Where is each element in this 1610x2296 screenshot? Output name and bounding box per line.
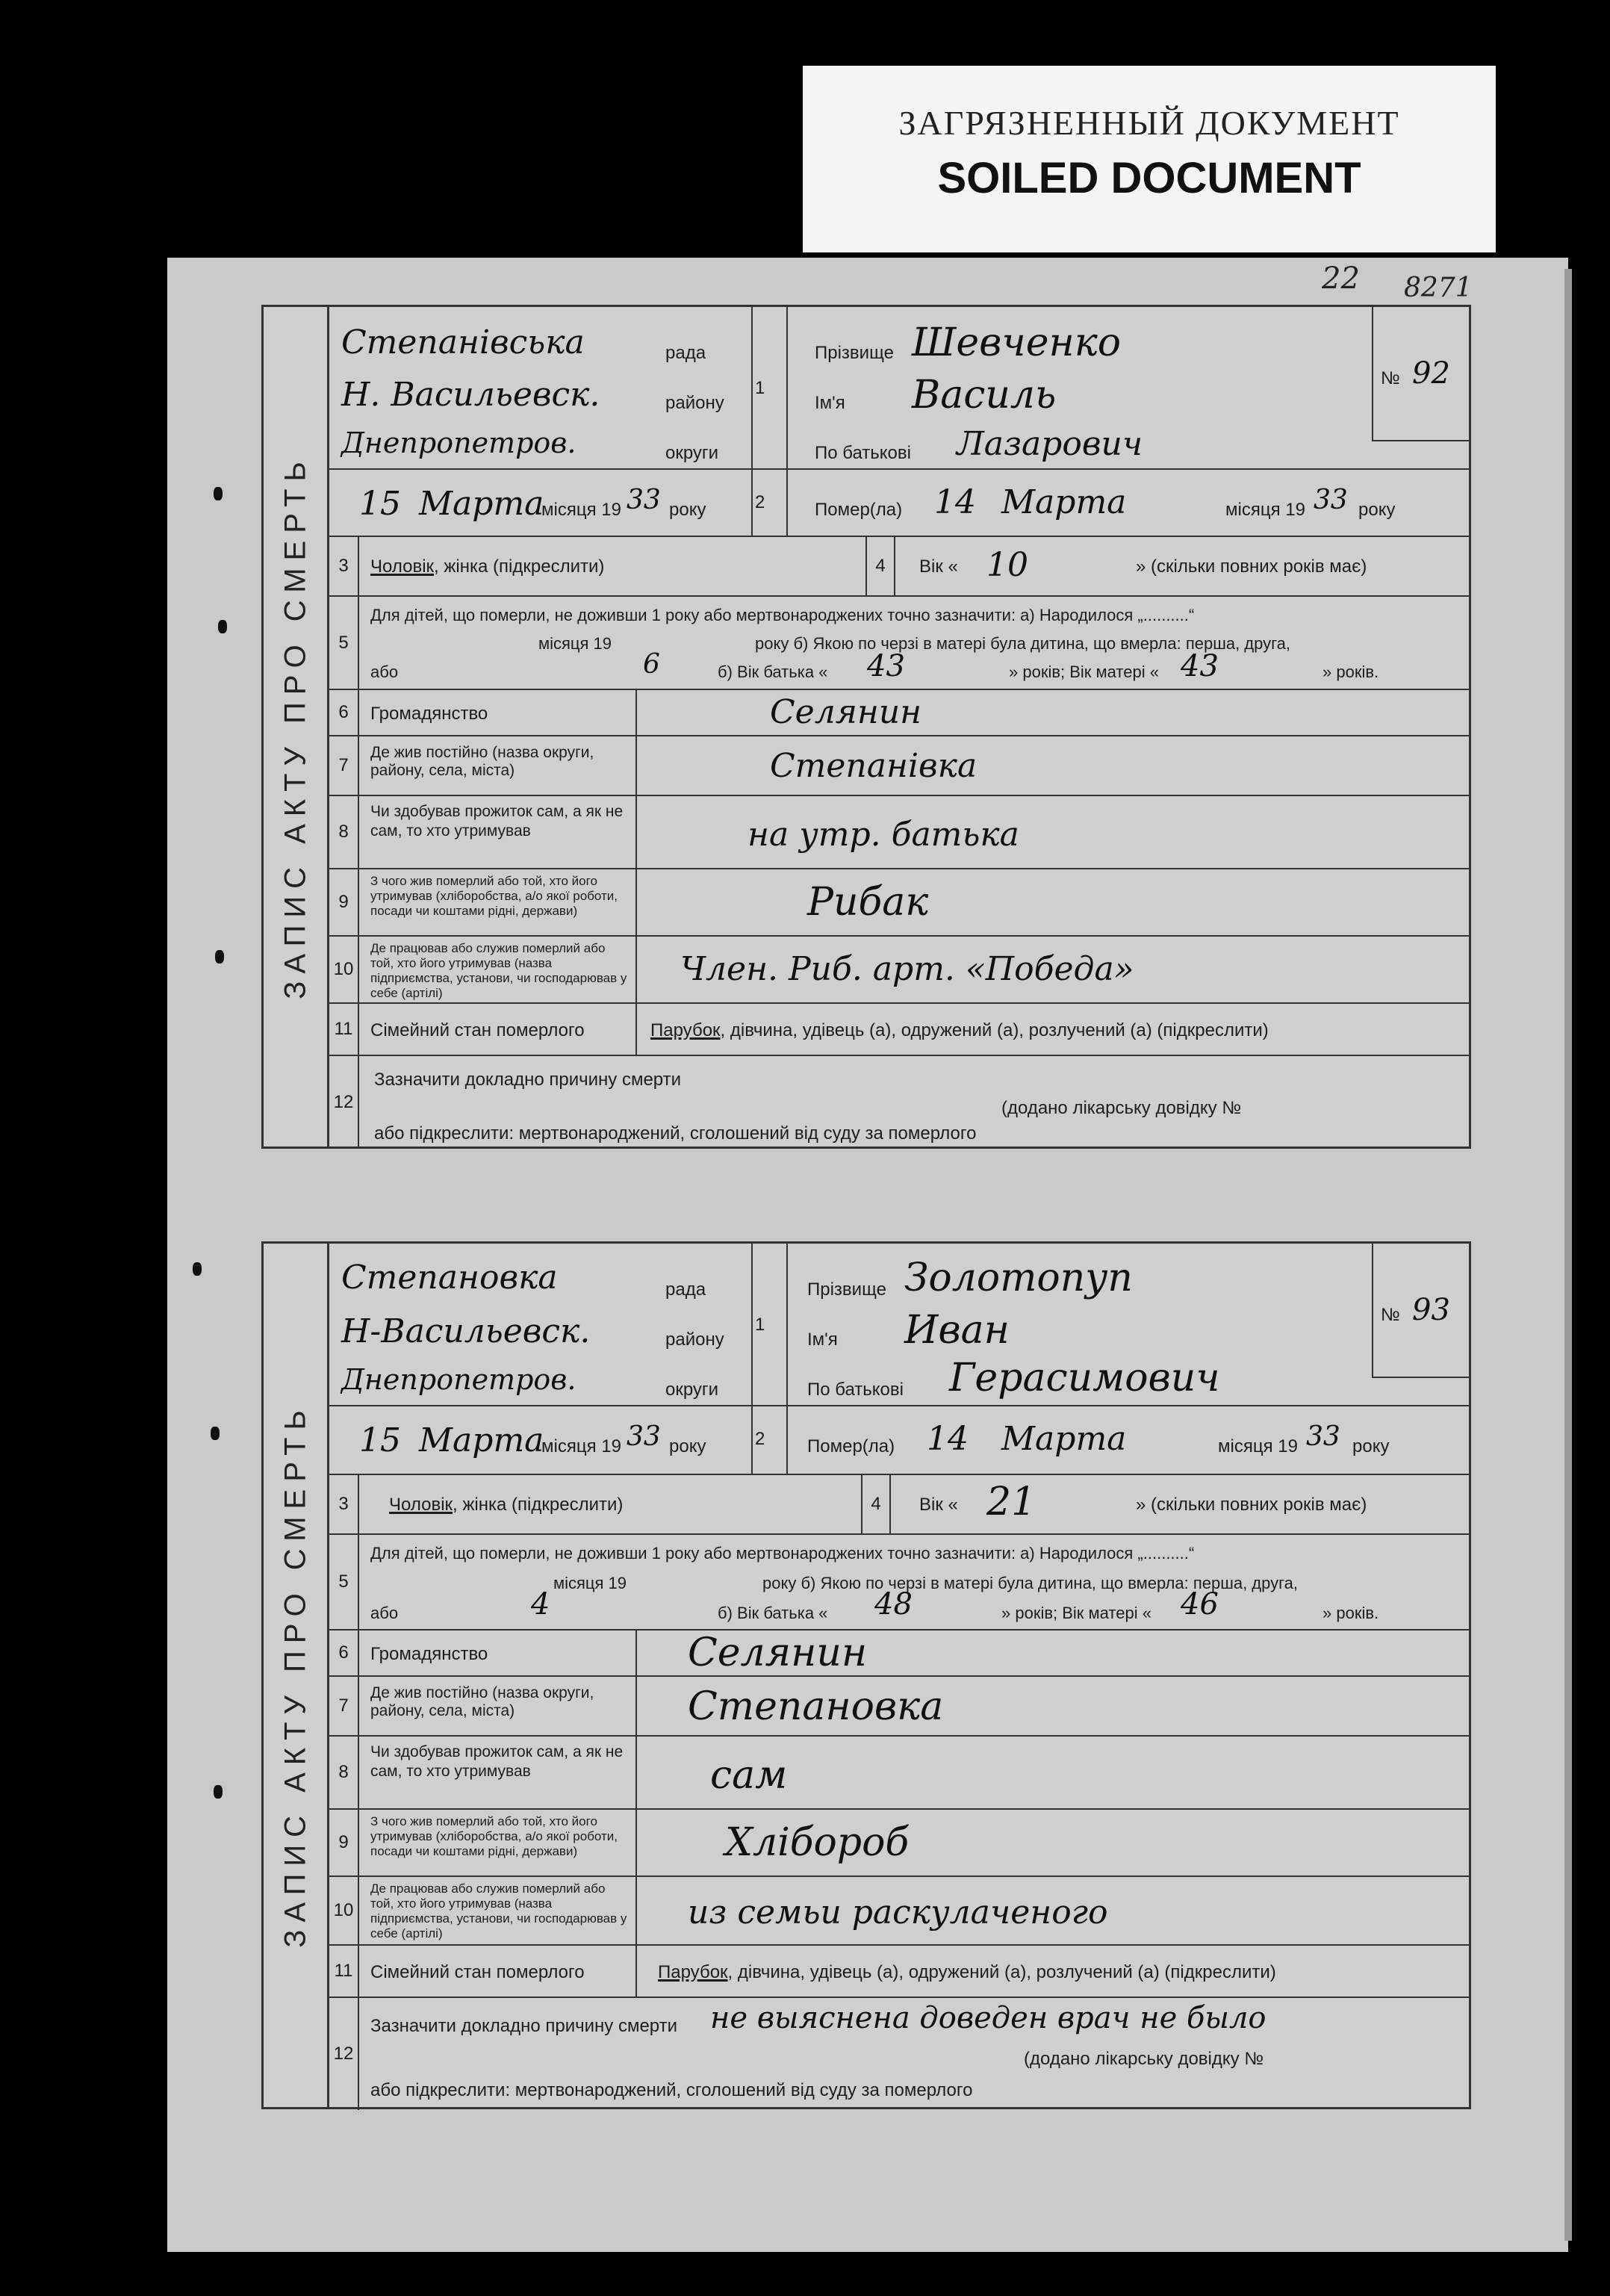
binding-hole	[214, 487, 223, 500]
occupation-row: 9 З чого жив померлий або той, хто його утримував (хліборобства, а/о якої роботи, посади чи коштами рідні, держави) Рибак	[329, 869, 1469, 937]
binding-hole	[211, 1427, 220, 1440]
support-value: сам	[710, 1753, 788, 1798]
side-title: ЗАПИС АКТУ ПРО СМЕРТЬ	[264, 307, 329, 1147]
surname-value: Шевченко	[912, 320, 1122, 365]
name-value: Василь	[912, 373, 1057, 418]
patronymic-label: По батькові	[815, 443, 911, 463]
residence-row: 7 Де жив постійно (назва округи, району, села, міста) Степановка	[329, 1677, 1469, 1737]
death-record-1	[261, 305, 1471, 1149]
support-value: на утр. батька	[748, 816, 1019, 854]
reg-day: 15	[359, 485, 401, 523]
infant-row: 5 Для дітей, що померли, не доживши 1 року або мертвонароджених точно зазначити: а) Народилося „..........“ місяця 19 року б) Якою по черзі в матері була дитина, що вмерла: перша, друга, або 4 б) Вік батька « 48 » років; Вік матері « 46 » років.	[329, 1535, 1469, 1631]
name-value: Иван	[904, 1308, 1010, 1353]
surname-value: Золотопуп	[904, 1256, 1133, 1300]
death-year: 33	[1306, 1421, 1340, 1452]
birth-order: 4	[531, 1587, 550, 1622]
death-day: 14	[927, 1420, 969, 1458]
sheet-edge	[1564, 269, 1572, 2241]
marital-row: 11 Сімейний стан померлого Парубок, дівчина, удівець (а), одружений (а), розлучений (а) (підкреслити)	[329, 1004, 1469, 1056]
cause-value: не выяснена доведен врач не было	[710, 2001, 1266, 2035]
record-number: 93	[1412, 1293, 1450, 1327]
father-age: 48	[874, 1587, 913, 1622]
patronymic-value: Лазарович	[957, 425, 1143, 463]
label-english: SOILED DOCUMENT	[937, 154, 1361, 202]
workplace-value: из семьи раскулаченого	[688, 1893, 1108, 1932]
reg-month: Марта	[419, 1421, 544, 1459]
cause-row: 12 Зазначити докладно причину смерти (додано лікарську довідку № або підкреслити: мертвонароджений, сголошений від суду за померлого	[329, 1056, 1469, 1149]
cause-row: 12 Зазначити докладно причину смерти не выяснена доведен врач не было (додано лікарську довідку № або підкреслити: мертвонароджений, сголошений від суду за померлого	[329, 1998, 1469, 2110]
workplace-row: 10 Де працював або служив померлий або той, хто його утримував (назва підприємства, установи, чи господарював у себе (артілі) Член. Риб. арт. «Победа»	[329, 937, 1469, 1004]
workplace-row: 10 Де працював або служив померлий або той, хто його утримував (назва підприємства, установи, чи господарював у себе (артілі) из семьи раскулаченого	[329, 1877, 1469, 1946]
record-number-box: № 93	[1372, 1244, 1469, 1378]
okruga-value: Днепропетров.	[341, 426, 576, 459]
death-year: 33	[1314, 485, 1348, 515]
reg-day: 15	[359, 1421, 401, 1459]
residence-value: Степановка	[688, 1684, 944, 1729]
folio-stamp: 8271	[1404, 273, 1473, 303]
raion-value: Н. Васильевск.	[341, 376, 600, 414]
reg-month: Марта	[419, 485, 544, 523]
patronymic-value: Герасимович	[949, 1356, 1220, 1400]
header-section: 1 Степанівська рада Н. Васильевск. району Днепропетров. округи Прізвище Шевченко Ім'я Василь По батькові Лазарович № 92	[329, 307, 1469, 470]
support-row: 8 Чи здобував прожиток сам, а як не сам, то хто утримував сам	[329, 1737, 1469, 1810]
age-value: 10	[986, 546, 1028, 584]
record-number-box: № 92	[1372, 307, 1469, 441]
folio-number: 22	[1322, 261, 1360, 296]
residence-row: 7 Де жив постійно (назва округи, району, села, міста) Степанівка	[329, 736, 1469, 796]
mother-age: 43	[1181, 649, 1219, 683]
binding-hole	[215, 950, 224, 964]
residence-value: Степанівка	[770, 747, 978, 785]
citizenship-row: 6 Громадянство Селянин	[329, 1631, 1469, 1677]
death-month: Марта	[1001, 483, 1127, 521]
binding-hole	[214, 1785, 223, 1799]
death-month: Марта	[1001, 1420, 1127, 1458]
age-value: 21	[986, 1480, 1036, 1524]
reg-year: 33	[627, 485, 661, 515]
father-age: 43	[867, 649, 905, 683]
date-row: 2 15 Марта місяця 19 33 року Помер(ла) 14 Марта місяця 19 33 року	[329, 470, 1469, 537]
sex-age-row: 3 Чоловік, жінка (підкреслити) 4 Вік « 21 » (скільки повних років має)	[329, 1475, 1469, 1535]
support-row: 8 Чи здобував прожиток сам, а як не сам, то хто утримував на утр. батька	[329, 796, 1469, 869]
side-title: ЗАПИС АКТУ ПРО СМЕРТЬ	[264, 1244, 329, 2107]
death-day: 14	[934, 483, 976, 521]
record-number: 92	[1412, 356, 1450, 391]
occupation-row: 9 З чого жив померлий або той, хто його утримував (хліборобства, а/о якої роботи, посади чи коштами рідні, держави) Хлібороб	[329, 1810, 1469, 1877]
citizenship-row: 6 Громадянство Селянин	[329, 690, 1469, 736]
sex-age-row: 3 Чоловік, жінка (підкреслити) 4 Вік « 10 » (скільки повних років має)	[329, 537, 1469, 597]
okruga-value: Днепропетров.	[341, 1363, 576, 1396]
header-section: 1 Степановка рада Н-Васильевск. району Днепропетров. округи Прізвище Золотопуп Ім'я Иван По батькові Герасимович № 93	[329, 1244, 1469, 1406]
death-record-2	[261, 1241, 1471, 2109]
binding-hole	[218, 620, 227, 633]
infant-row: 5 Для дітей, що померли, не доживши 1 року або мертвонароджених точно зазначити: а) Народилося „..........“ місяця 19 року б) Якою по черзі в матері була дитина, що вмерла: перша, друга, або 6 б) Вік батька « 43 » років; Вік матері « 43 » років.	[329, 597, 1469, 690]
birth-order: 6	[643, 649, 660, 680]
okruga-label: округи	[665, 443, 719, 463]
rada-label: рада	[665, 343, 706, 363]
name-label: Ім'я	[815, 393, 845, 413]
raion-label: району	[665, 393, 724, 413]
citizenship-value: Селянин	[688, 1631, 868, 1675]
raion-value: Н-Васильевск.	[341, 1312, 591, 1350]
label-russian: ЗАГРЯЗНЕННЫЙ ДОКУМЕНТ	[898, 104, 1400, 142]
occupation-value: Рибак	[807, 880, 929, 925]
workplace-value: Член. Риб. арт. «Победа»	[680, 950, 1134, 988]
citizenship-value: Селянин	[770, 693, 922, 731]
binding-hole	[193, 1262, 202, 1276]
soiled-document-label	[803, 66, 1496, 252]
rada-value: Степанівська	[341, 323, 585, 362]
marital-row: 11 Сімейний стан померлого Парубок, дівчина, удівець (а), одружений (а), розлучений (а) (підкреслити)	[329, 1946, 1469, 1998]
reg-year: 33	[627, 1421, 661, 1452]
surname-label: Прізвище	[815, 343, 894, 363]
occupation-value: Хлібороб	[725, 1820, 910, 1865]
date-row: 2 15 Марта місяця 19 33 року Помер(ла) 14 Марта місяця 19 33 року	[329, 1406, 1469, 1475]
mother-age: 46	[1181, 1587, 1219, 1622]
rada-value: Степановка	[341, 1259, 558, 1297]
